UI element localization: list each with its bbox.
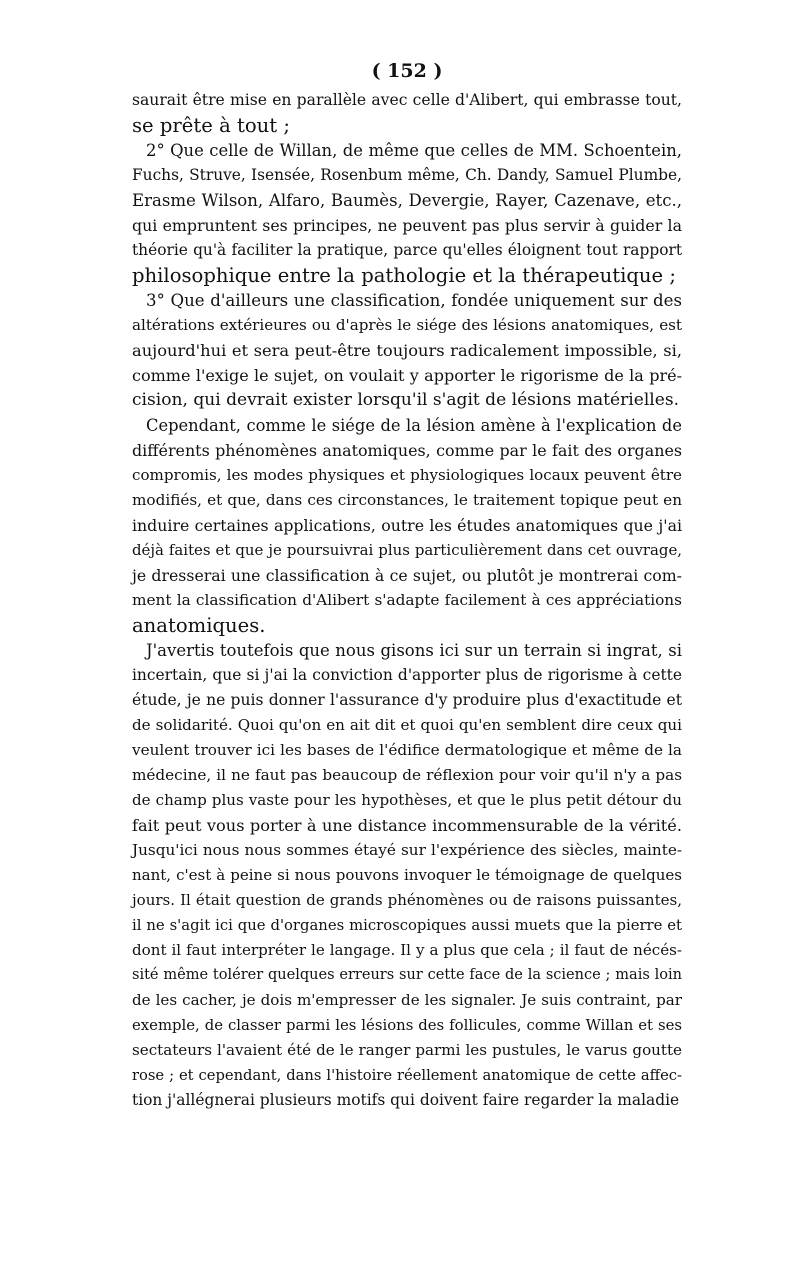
text-line: exemple, de classer parmi les lésions des follicules, comme Willan et ses [132,1016,682,1034]
text-line: Cependant, comme le siége de la lésion amène à l'explication de [146,416,682,435]
text-line: 3° Que d'ailleurs une classification, fondée uniquement sur des [146,291,682,310]
text-line: ment la classification d'Alibert s'adapte facilement à ces appréciations [132,591,682,609]
text-line: se prête à tout ; [132,114,290,137]
paragraph [132,88,682,138]
text-line: incertain, que si j'ai la conviction d'apporter plus de rigorisme à cette [132,666,682,684]
paragraph [132,138,682,288]
text-line: de les cacher, je dois m'empresser de les signaler. Je suis contraint, par [132,991,682,1009]
page-number: ( 152 ) [371,60,443,82]
text-line: nant, c'est à peine si nous pouvons invoquer le témoignage de quelques [132,866,682,884]
text-line: comme l'exige le sujet, on voulait y apporter le rigorisme de la pré- [132,366,682,385]
text-line: sité même tolérer quelques erreurs sur cette face de la science ; mais loin [132,967,682,983]
text-line: il ne s'agit ici que d'organes microscopiques aussi muets que la pierre et [132,917,682,934]
text-line: Jusqu'ici nous nous sommes étayé sur l'expérience des siècles, mainte- [132,841,682,859]
text-line: veulent trouver ici les bases de l'édifice dermatologique et même de la [132,741,682,759]
paragraph [132,413,682,638]
text-line: déjà faites et que je poursuivrai plus particulièrement dans cet ouvrage, [132,541,682,559]
text-line: saurait être mise en parallèle avec celle d'Alibert, qui embrasse tout, [132,91,682,109]
text-line: J'avertis toutefois que nous gisons ici sur un terrain si ingrat, si [146,641,682,660]
text-line: sectateurs l'avaient été de le ranger parmi les pustules, le varus goutte [132,1041,682,1059]
text-line: de champ plus vaste pour les hypothèses, et que le plus petit détour du [132,791,682,809]
text-line: altérations extérieures ou d'après le siége des lésions anatomiques, est [132,316,682,334]
text-line: 2° Que celle de Willan, de même que celles de MM. Schoentein, [146,141,682,160]
document-page [132,58,682,1113]
text-line: théorie qu'à faciliter la pratique, parce qu'elles éloignent tout rapport [132,241,682,259]
text-line: dont il faut interpréter le langage. Il y a plus que cela ; il faut de nécés- [132,941,682,959]
text-line: Erasme Wilson, Alfaro, Baumès, Devergie, Rayer, Cazenave, etc., [132,191,682,210]
text-line: jours. Il était question de grands phénomènes ou de raisons puissantes, [132,891,682,909]
text-line: rose ; et cependant, dans l'histoire réellement anatomique de cette affec- [132,1067,682,1084]
text-line: aujourd'hui et sera peut-être toujours radicalement impossible, si, [132,341,682,360]
text-line: fait peut vous porter à une distance incommensurable de la vérité. [132,816,682,835]
paragraph [132,288,682,413]
text-line: cision, qui devrait exister lorsqu'il s'agit de lésions matérielles. [132,390,680,410]
text-line: philosophique entre la pathologie et la thérapeutique ; [132,264,676,287]
text-line: étude, je ne puis donner l'assurance d'y produire plus d'exactitude et [132,691,682,709]
text-line: anatomiques. [132,614,266,637]
text-line: qui empruntent ses principes, ne peuvent pas plus servir à guider la [132,216,682,235]
text-line: de solidarité. Quoi qu'on en ait dit et quoi qu'en semblent dire ceux qui [132,716,682,734]
text-line: Fuchs, Struve, Isensée, Rosenbum même, Ch. Dandy, Samuel Plumbe, [132,166,682,184]
text-line: différents phénomènes anatomiques, comme par le fait des organes [132,441,682,460]
text-line: je dresserai une classification à ce sujet, ou plutôt je montrerai com- [132,566,682,585]
text-line: médecine, il ne faut pas beaucoup de réflexion pour voir qu'il n'y a pas [132,766,682,784]
text-line: modifiés, et que, dans ces circonstances, le traitement topique peut en [132,491,682,509]
text-line: tion j'allégnerai plusieurs motifs qui doivent faire regarder la maladie [132,1091,680,1109]
text-line: induire certaines applications, outre les études anatomiques que j'ai [132,516,682,535]
paragraph [132,638,682,1113]
text-line: compromis, les modes physiques et physiologiques locaux peuvent être [132,466,682,484]
body-text [132,88,682,1113]
